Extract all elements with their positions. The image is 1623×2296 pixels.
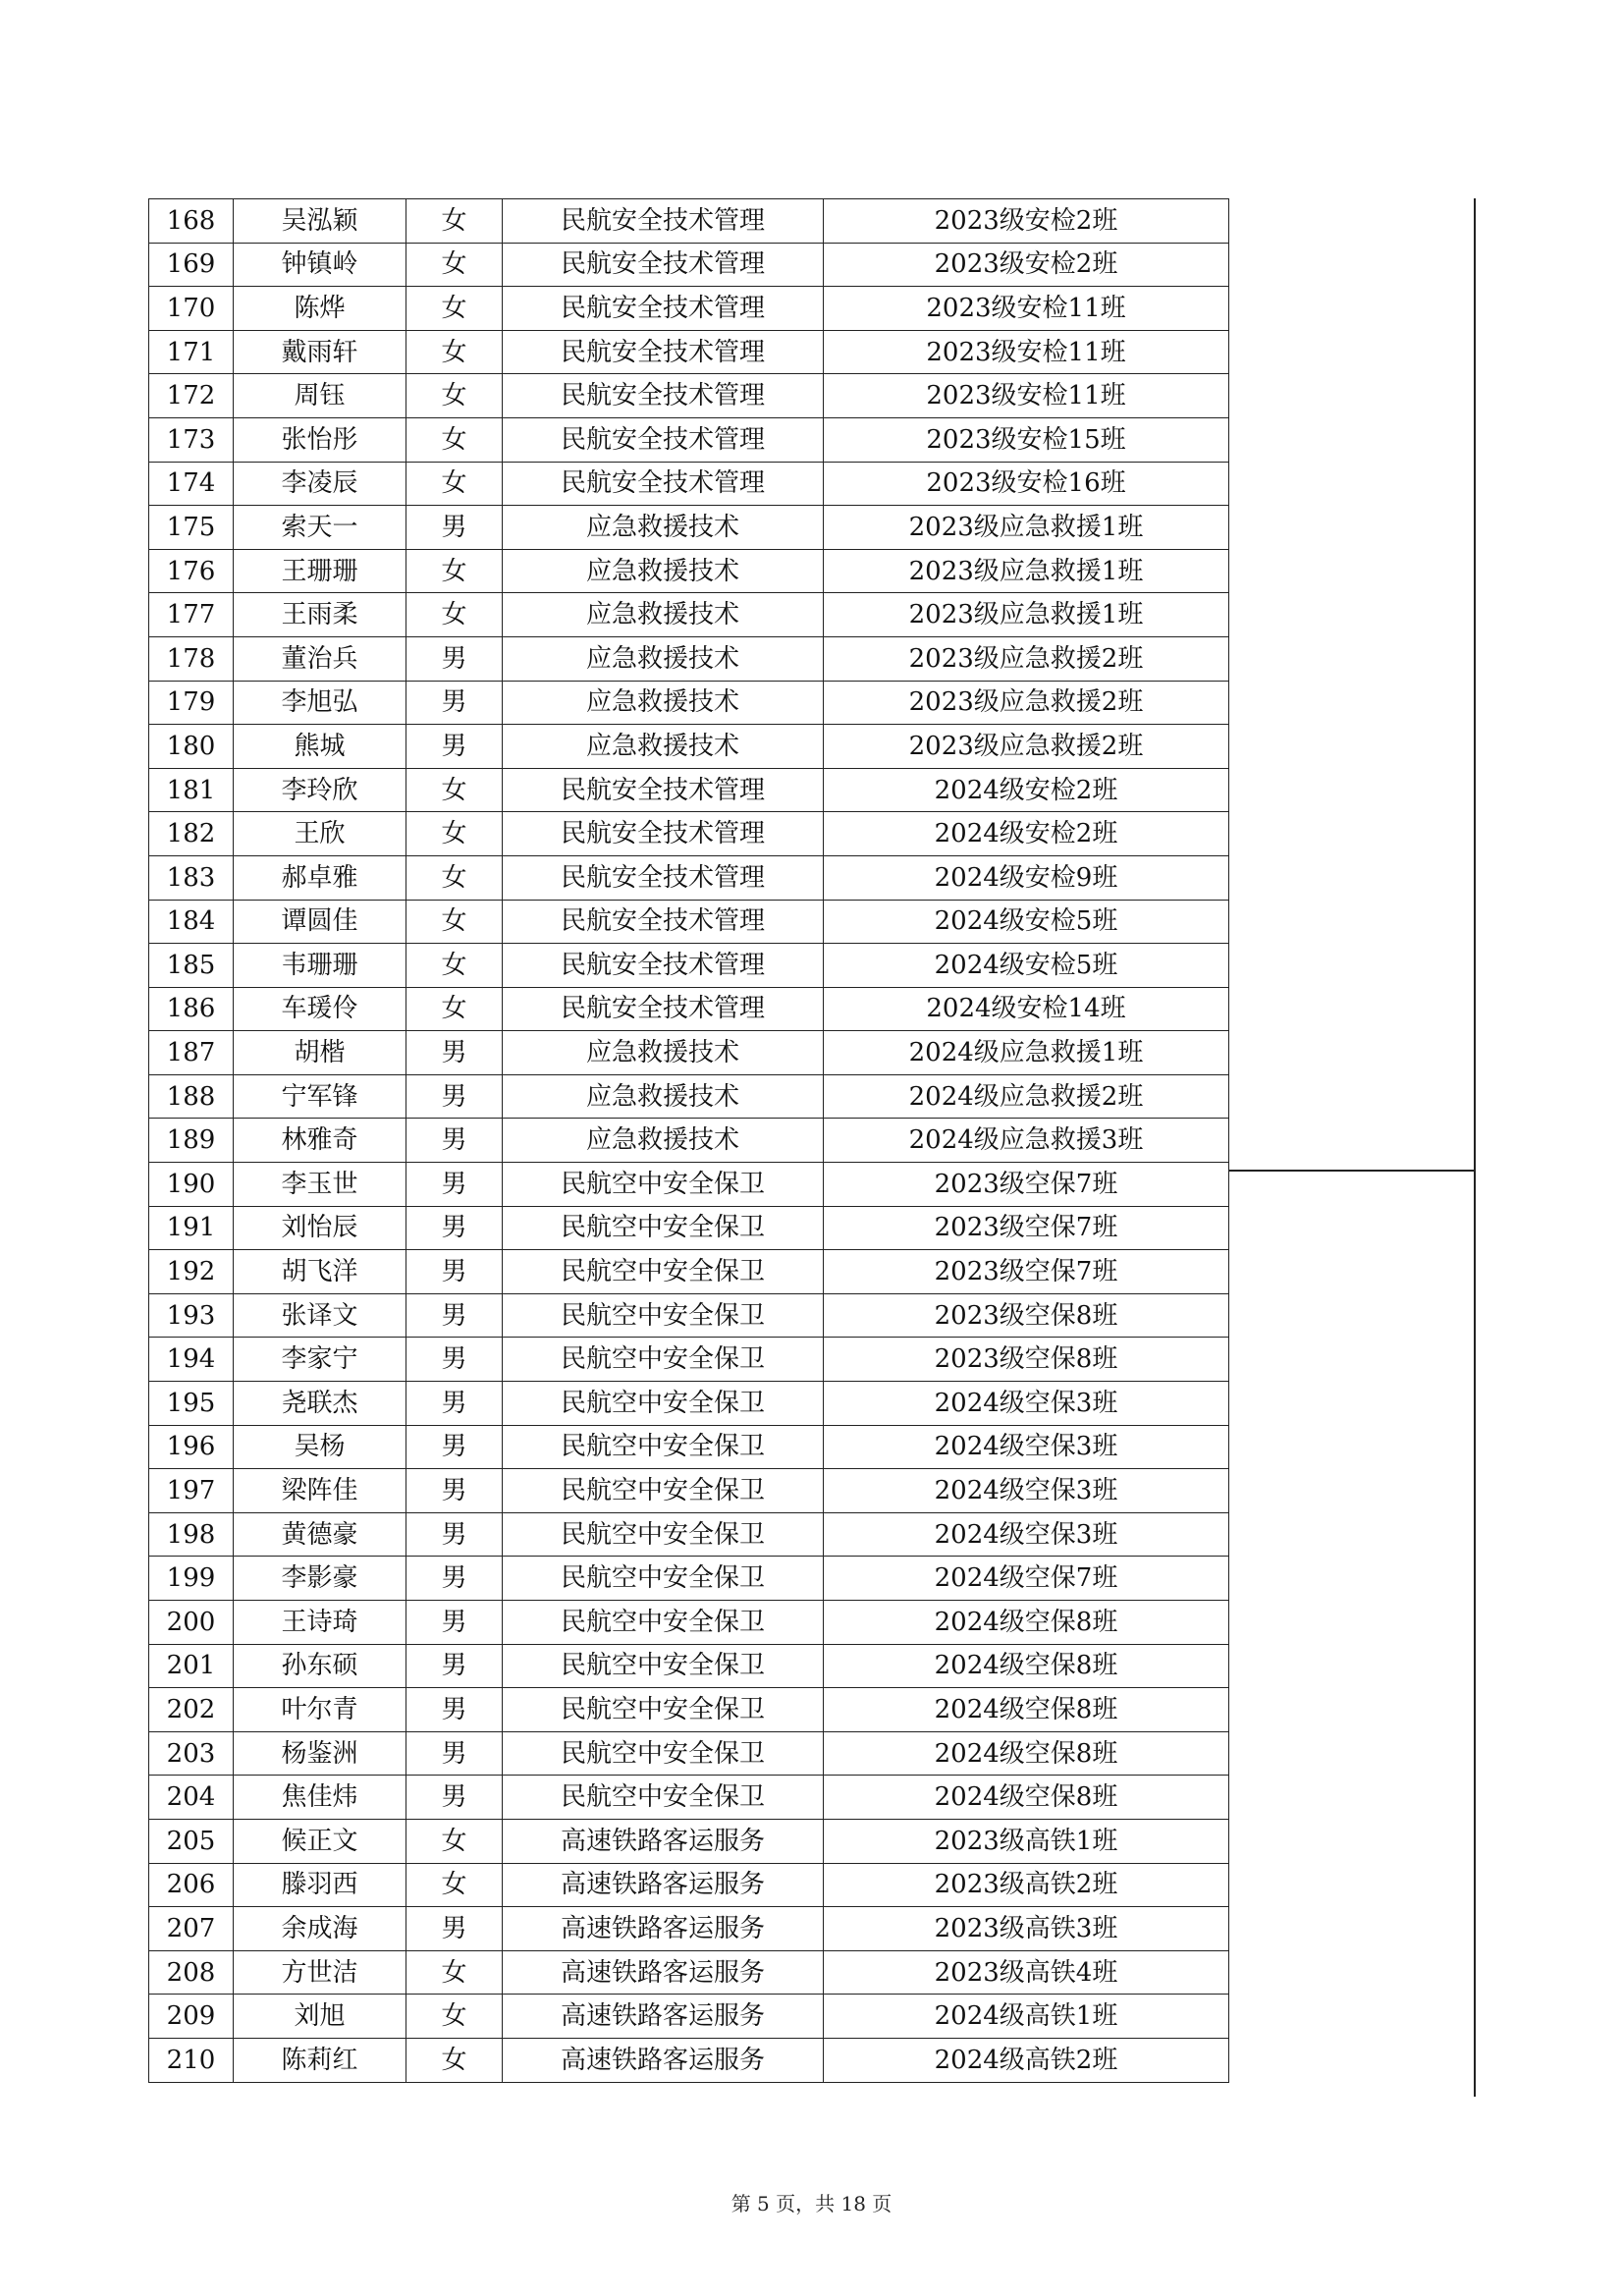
row-number-cell: 202 bbox=[149, 1688, 234, 1732]
table-row bbox=[149, 199, 1229, 244]
gender-cell: 男 bbox=[406, 1074, 503, 1119]
student-name-cell: 郝卓雅 bbox=[234, 855, 406, 900]
gender-cell: 男 bbox=[406, 1557, 503, 1601]
row-number-cell: 191 bbox=[149, 1206, 234, 1250]
student-name-cell: 王珊珊 bbox=[234, 549, 406, 593]
class-cell: 2024级应急救援1班 bbox=[824, 1031, 1229, 1075]
row-number-cell: 203 bbox=[149, 1731, 234, 1776]
major-cell: 民航空中安全保卫 bbox=[503, 1338, 824, 1382]
student-name-cell: 尧联杰 bbox=[234, 1382, 406, 1426]
gender-cell: 女 bbox=[406, 812, 503, 856]
student-name-cell: 杨鉴洲 bbox=[234, 1731, 406, 1776]
student-name-cell: 宁军锋 bbox=[234, 1074, 406, 1119]
major-cell: 应急救援技术 bbox=[503, 1031, 824, 1075]
gender-cell: 男 bbox=[406, 1512, 503, 1557]
class-cell: 2024级高铁1班 bbox=[824, 1995, 1229, 2039]
major-cell: 民航安全技术管理 bbox=[503, 900, 824, 944]
student-name-cell: 黄德豪 bbox=[234, 1512, 406, 1557]
class-cell: 2023级空保7班 bbox=[824, 1250, 1229, 1294]
table-row bbox=[149, 1644, 1229, 1688]
gender-cell: 女 bbox=[406, 768, 503, 812]
row-number-cell: 189 bbox=[149, 1119, 234, 1163]
student-name-cell: 李家宁 bbox=[234, 1338, 406, 1382]
student-name-cell: 王欣 bbox=[234, 812, 406, 856]
class-cell: 2023级高铁2班 bbox=[824, 1863, 1229, 1907]
class-cell: 2023级空保7班 bbox=[824, 1163, 1229, 1207]
table-row bbox=[149, 681, 1229, 725]
gender-cell: 男 bbox=[406, 1163, 503, 1207]
row-number-cell: 186 bbox=[149, 987, 234, 1031]
major-cell: 应急救援技术 bbox=[503, 1119, 824, 1163]
class-cell: 2023级高铁4班 bbox=[824, 1950, 1229, 1995]
student-name-cell: 胡楷 bbox=[234, 1031, 406, 1075]
table-row bbox=[149, 812, 1229, 856]
student-name-cell: 吴杨 bbox=[234, 1425, 406, 1469]
row-number-cell: 190 bbox=[149, 1163, 234, 1207]
table-row bbox=[149, 1776, 1229, 1820]
gender-cell: 男 bbox=[406, 1907, 503, 1951]
class-cell: 2023级安检16班 bbox=[824, 462, 1229, 506]
table-row bbox=[149, 768, 1229, 812]
major-cell: 民航空中安全保卫 bbox=[503, 1425, 824, 1469]
table-row bbox=[149, 944, 1229, 988]
major-cell: 应急救援技术 bbox=[503, 549, 824, 593]
gender-cell: 男 bbox=[406, 1688, 503, 1732]
student-name-cell: 方世洁 bbox=[234, 1950, 406, 1995]
row-number-cell: 184 bbox=[149, 900, 234, 944]
gender-cell: 男 bbox=[406, 681, 503, 725]
gender-cell: 女 bbox=[406, 287, 503, 331]
major-cell: 民航安全技术管理 bbox=[503, 199, 824, 244]
major-cell: 民航空中安全保卫 bbox=[503, 1206, 824, 1250]
major-cell: 民航空中安全保卫 bbox=[503, 1163, 824, 1207]
gender-cell: 女 bbox=[406, 987, 503, 1031]
table-row bbox=[149, 1163, 1229, 1207]
gender-cell: 女 bbox=[406, 855, 503, 900]
student-name-cell: 韦珊珊 bbox=[234, 944, 406, 988]
gender-cell: 女 bbox=[406, 1995, 503, 2039]
major-cell: 民航空中安全保卫 bbox=[503, 1644, 824, 1688]
major-cell: 民航空中安全保卫 bbox=[503, 1469, 824, 1513]
gender-cell: 男 bbox=[406, 1469, 503, 1513]
student-name-cell: 刘旭 bbox=[234, 1995, 406, 2039]
row-number-cell: 210 bbox=[149, 2038, 234, 2082]
student-name-cell: 钟镇岭 bbox=[234, 243, 406, 287]
class-cell: 2023级安检11班 bbox=[824, 330, 1229, 374]
student-name-cell: 焦佳炜 bbox=[234, 1776, 406, 1820]
student-name-cell: 李旭弘 bbox=[234, 681, 406, 725]
student-name-cell: 陈烨 bbox=[234, 287, 406, 331]
gender-cell: 女 bbox=[406, 549, 503, 593]
student-name-cell: 余成海 bbox=[234, 1907, 406, 1951]
class-cell: 2023级空保8班 bbox=[824, 1293, 1229, 1338]
student-name-cell: 梁阵佳 bbox=[234, 1469, 406, 1513]
class-cell: 2023级空保8班 bbox=[824, 1338, 1229, 1382]
major-cell: 高速铁路客运服务 bbox=[503, 1907, 824, 1951]
gender-cell: 男 bbox=[406, 1382, 503, 1426]
gender-cell: 女 bbox=[406, 417, 503, 462]
major-cell: 民航安全技术管理 bbox=[503, 243, 824, 287]
class-cell: 2023级安检2班 bbox=[824, 243, 1229, 287]
row-number-cell: 181 bbox=[149, 768, 234, 812]
roster-table-body bbox=[149, 199, 1229, 2083]
class-cell: 2023级应急救援2班 bbox=[824, 681, 1229, 725]
row-number-cell: 179 bbox=[149, 681, 234, 725]
major-cell: 民航安全技术管理 bbox=[503, 287, 824, 331]
student-name-cell: 李影豪 bbox=[234, 1557, 406, 1601]
student-name-cell: 谭圆佳 bbox=[234, 900, 406, 944]
table-row bbox=[149, 243, 1229, 287]
table-row bbox=[149, 2038, 1229, 2082]
student-name-cell: 陈莉红 bbox=[234, 2038, 406, 2082]
class-cell: 2023级安检15班 bbox=[824, 417, 1229, 462]
class-cell: 2024级安检2班 bbox=[824, 768, 1229, 812]
class-cell: 2024级空保8班 bbox=[824, 1688, 1229, 1732]
class-cell: 2024级空保3班 bbox=[824, 1512, 1229, 1557]
student-name-cell: 张译文 bbox=[234, 1293, 406, 1338]
row-number-cell: 188 bbox=[149, 1074, 234, 1119]
row-number-cell: 198 bbox=[149, 1512, 234, 1557]
row-number-cell: 194 bbox=[149, 1338, 234, 1382]
major-cell: 民航空中安全保卫 bbox=[503, 1731, 824, 1776]
class-cell: 2023级空保7班 bbox=[824, 1206, 1229, 1250]
major-cell: 民航安全技术管理 bbox=[503, 812, 824, 856]
row-number-cell: 192 bbox=[149, 1250, 234, 1294]
row-number-cell: 183 bbox=[149, 855, 234, 900]
major-cell: 高速铁路客运服务 bbox=[503, 1995, 824, 2039]
table-row bbox=[149, 506, 1229, 550]
major-cell: 民航空中安全保卫 bbox=[503, 1293, 824, 1338]
table-row bbox=[149, 1119, 1229, 1163]
table-row bbox=[149, 1819, 1229, 1863]
class-cell: 2024级空保3班 bbox=[824, 1425, 1229, 1469]
major-cell: 应急救援技术 bbox=[503, 636, 824, 681]
class-cell: 2023级应急救援1班 bbox=[824, 549, 1229, 593]
gender-cell: 男 bbox=[406, 1425, 503, 1469]
student-roster-table bbox=[148, 198, 1229, 2083]
gender-cell: 女 bbox=[406, 1950, 503, 1995]
class-cell: 2023级高铁3班 bbox=[824, 1907, 1229, 1951]
row-number-cell: 197 bbox=[149, 1469, 234, 1513]
class-cell: 2024级应急救援3班 bbox=[824, 1119, 1229, 1163]
table-row bbox=[149, 417, 1229, 462]
major-cell: 应急救援技术 bbox=[503, 681, 824, 725]
table-row bbox=[149, 549, 1229, 593]
major-cell: 应急救援技术 bbox=[503, 593, 824, 637]
row-number-cell: 174 bbox=[149, 462, 234, 506]
gender-cell: 女 bbox=[406, 2038, 503, 2082]
major-cell: 民航空中安全保卫 bbox=[503, 1776, 824, 1820]
table-row bbox=[149, 1950, 1229, 1995]
major-cell: 应急救援技术 bbox=[503, 506, 824, 550]
row-number-cell: 199 bbox=[149, 1557, 234, 1601]
table-row bbox=[149, 1688, 1229, 1732]
student-name-cell: 李玉世 bbox=[234, 1163, 406, 1207]
table-row bbox=[149, 1995, 1229, 2039]
table-row bbox=[149, 1469, 1229, 1513]
row-number-cell: 169 bbox=[149, 243, 234, 287]
class-cell: 2023级高铁1班 bbox=[824, 1819, 1229, 1863]
gender-cell: 男 bbox=[406, 1031, 503, 1075]
major-cell: 民航空中安全保卫 bbox=[503, 1512, 824, 1557]
gender-cell: 男 bbox=[406, 1206, 503, 1250]
student-name-cell: 熊城 bbox=[234, 725, 406, 769]
row-number-cell: 193 bbox=[149, 1293, 234, 1338]
gender-cell: 男 bbox=[406, 506, 503, 550]
major-cell: 民航安全技术管理 bbox=[503, 330, 824, 374]
class-cell: 2023级安检2班 bbox=[824, 199, 1229, 244]
student-name-cell: 吴泓颖 bbox=[234, 199, 406, 244]
major-cell: 高速铁路客运服务 bbox=[503, 1950, 824, 1995]
gender-cell: 女 bbox=[406, 900, 503, 944]
table-row bbox=[149, 900, 1229, 944]
row-number-cell: 173 bbox=[149, 417, 234, 462]
table-row bbox=[149, 374, 1229, 418]
row-number-cell: 170 bbox=[149, 287, 234, 331]
table-row bbox=[149, 636, 1229, 681]
gender-cell: 男 bbox=[406, 1644, 503, 1688]
gender-cell: 男 bbox=[406, 1293, 503, 1338]
student-name-cell: 王雨柔 bbox=[234, 593, 406, 637]
table-row bbox=[149, 1293, 1229, 1338]
row-number-cell: 205 bbox=[149, 1819, 234, 1863]
major-cell: 民航空中安全保卫 bbox=[503, 1688, 824, 1732]
row-number-cell: 172 bbox=[149, 374, 234, 418]
class-cell: 2023级安检11班 bbox=[824, 287, 1229, 331]
row-number-cell: 204 bbox=[149, 1776, 234, 1820]
major-cell: 民航安全技术管理 bbox=[503, 374, 824, 418]
student-name-cell: 周钰 bbox=[234, 374, 406, 418]
gender-cell: 女 bbox=[406, 199, 503, 244]
student-name-cell: 胡飞洋 bbox=[234, 1250, 406, 1294]
student-name-cell: 王诗琦 bbox=[234, 1601, 406, 1645]
row-number-cell: 177 bbox=[149, 593, 234, 637]
table-row bbox=[149, 1601, 1229, 1645]
gender-cell: 男 bbox=[406, 1776, 503, 1820]
gender-cell: 女 bbox=[406, 1863, 503, 1907]
class-cell: 2023级应急救援1班 bbox=[824, 506, 1229, 550]
table-row bbox=[149, 725, 1229, 769]
table-row bbox=[149, 1731, 1229, 1776]
row-number-cell: 187 bbox=[149, 1031, 234, 1075]
gender-cell: 男 bbox=[406, 725, 503, 769]
student-name-cell: 叶尔青 bbox=[234, 1688, 406, 1732]
class-cell: 2024级安检14班 bbox=[824, 987, 1229, 1031]
row-number-cell: 185 bbox=[149, 944, 234, 988]
table-row bbox=[149, 1512, 1229, 1557]
gender-cell: 女 bbox=[406, 462, 503, 506]
class-cell: 2023级安检11班 bbox=[824, 374, 1229, 418]
table-row bbox=[149, 1907, 1229, 1951]
major-cell: 民航安全技术管理 bbox=[503, 768, 824, 812]
major-cell: 民航空中安全保卫 bbox=[503, 1557, 824, 1601]
row-number-cell: 209 bbox=[149, 1995, 234, 2039]
gender-cell: 女 bbox=[406, 243, 503, 287]
major-cell: 高速铁路客运服务 bbox=[503, 1863, 824, 1907]
class-cell: 2024级应急救援2班 bbox=[824, 1074, 1229, 1119]
gender-cell: 女 bbox=[406, 330, 503, 374]
row-number-cell: 206 bbox=[149, 1863, 234, 1907]
student-name-cell: 李凌辰 bbox=[234, 462, 406, 506]
row-number-cell: 178 bbox=[149, 636, 234, 681]
row-number-cell: 207 bbox=[149, 1907, 234, 1951]
class-cell: 2024级空保8班 bbox=[824, 1601, 1229, 1645]
major-cell: 民航安全技术管理 bbox=[503, 417, 824, 462]
row-number-cell: 208 bbox=[149, 1950, 234, 1995]
row-number-cell: 175 bbox=[149, 506, 234, 550]
class-cell: 2024级空保8班 bbox=[824, 1644, 1229, 1688]
table-row bbox=[149, 1031, 1229, 1075]
table-row bbox=[149, 1425, 1229, 1469]
student-name-cell: 董治兵 bbox=[234, 636, 406, 681]
class-cell: 2023级应急救援2班 bbox=[824, 636, 1229, 681]
table-row bbox=[149, 287, 1229, 331]
table-row bbox=[149, 1206, 1229, 1250]
table-row bbox=[149, 1557, 1229, 1601]
major-cell: 民航安全技术管理 bbox=[503, 987, 824, 1031]
table-side-divider-line bbox=[1228, 1170, 1475, 1172]
row-number-cell: 201 bbox=[149, 1644, 234, 1688]
major-cell: 高速铁路客运服务 bbox=[503, 2038, 824, 2082]
gender-cell: 男 bbox=[406, 1250, 503, 1294]
major-cell: 民航安全技术管理 bbox=[503, 944, 824, 988]
table-row bbox=[149, 1338, 1229, 1382]
table-row bbox=[149, 462, 1229, 506]
student-name-cell: 刘怡辰 bbox=[234, 1206, 406, 1250]
class-cell: 2024级空保8班 bbox=[824, 1776, 1229, 1820]
row-number-cell: 182 bbox=[149, 812, 234, 856]
major-cell: 民航空中安全保卫 bbox=[503, 1250, 824, 1294]
class-cell: 2024级空保7班 bbox=[824, 1557, 1229, 1601]
student-name-cell: 车瑗伶 bbox=[234, 987, 406, 1031]
row-number-cell: 176 bbox=[149, 549, 234, 593]
student-name-cell: 李玲欣 bbox=[234, 768, 406, 812]
major-cell: 高速铁路客运服务 bbox=[503, 1819, 824, 1863]
gender-cell: 男 bbox=[406, 1731, 503, 1776]
class-cell: 2023级应急救援2班 bbox=[824, 725, 1229, 769]
class-cell: 2024级高铁2班 bbox=[824, 2038, 1229, 2082]
row-number-cell: 171 bbox=[149, 330, 234, 374]
table-row bbox=[149, 855, 1229, 900]
table-row bbox=[149, 1382, 1229, 1426]
gender-cell: 女 bbox=[406, 1819, 503, 1863]
table-row bbox=[149, 1863, 1229, 1907]
gender-cell: 男 bbox=[406, 1601, 503, 1645]
gender-cell: 女 bbox=[406, 944, 503, 988]
row-number-cell: 200 bbox=[149, 1601, 234, 1645]
class-cell: 2023级应急救援1班 bbox=[824, 593, 1229, 637]
class-cell: 2024级安检2班 bbox=[824, 812, 1229, 856]
gender-cell: 男 bbox=[406, 1119, 503, 1163]
major-cell: 民航安全技术管理 bbox=[503, 462, 824, 506]
table-row bbox=[149, 1250, 1229, 1294]
table-row bbox=[149, 987, 1229, 1031]
gender-cell: 男 bbox=[406, 1338, 503, 1382]
table-row bbox=[149, 593, 1229, 637]
major-cell: 民航安全技术管理 bbox=[503, 855, 824, 900]
class-cell: 2024级安检5班 bbox=[824, 900, 1229, 944]
major-cell: 民航空中安全保卫 bbox=[503, 1382, 824, 1426]
student-name-cell: 索天一 bbox=[234, 506, 406, 550]
table-row bbox=[149, 1074, 1229, 1119]
major-cell: 民航空中安全保卫 bbox=[503, 1601, 824, 1645]
class-cell: 2024级安检5班 bbox=[824, 944, 1229, 988]
row-number-cell: 168 bbox=[149, 199, 234, 244]
table-right-border-line bbox=[1474, 198, 1476, 2097]
student-name-cell: 孙东硕 bbox=[234, 1644, 406, 1688]
student-name-cell: 张怡彤 bbox=[234, 417, 406, 462]
class-cell: 2024级安检9班 bbox=[824, 855, 1229, 900]
row-number-cell: 196 bbox=[149, 1425, 234, 1469]
gender-cell: 女 bbox=[406, 374, 503, 418]
row-number-cell: 180 bbox=[149, 725, 234, 769]
student-name-cell: 林雅奇 bbox=[234, 1119, 406, 1163]
class-cell: 2024级空保3班 bbox=[824, 1382, 1229, 1426]
gender-cell: 男 bbox=[406, 636, 503, 681]
gender-cell: 女 bbox=[406, 593, 503, 637]
student-name-cell: 候正文 bbox=[234, 1819, 406, 1863]
class-cell: 2024级空保3班 bbox=[824, 1469, 1229, 1513]
page-footer: 第 5 页，共 18 页 bbox=[730, 2192, 893, 2215]
major-cell: 应急救援技术 bbox=[503, 725, 824, 769]
student-name-cell: 戴雨轩 bbox=[234, 330, 406, 374]
row-number-cell: 195 bbox=[149, 1382, 234, 1426]
table-row bbox=[149, 330, 1229, 374]
major-cell: 应急救援技术 bbox=[503, 1074, 824, 1119]
student-name-cell: 滕羽西 bbox=[234, 1863, 406, 1907]
class-cell: 2024级空保8班 bbox=[824, 1731, 1229, 1776]
